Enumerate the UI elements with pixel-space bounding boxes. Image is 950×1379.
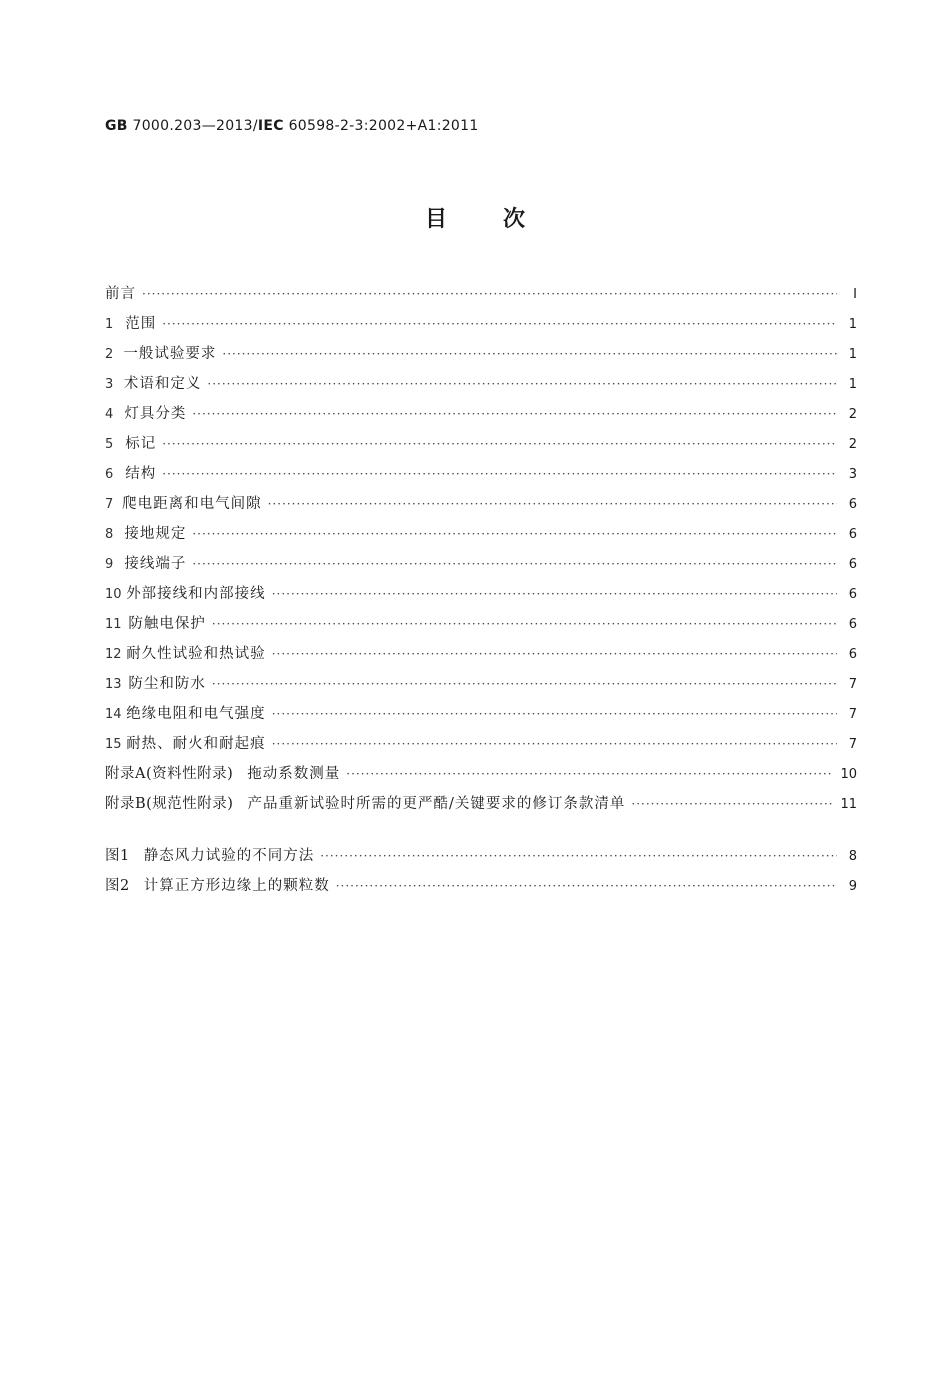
toc-entry-number: 4 <box>105 407 114 422</box>
toc-entry-page: 1 <box>848 347 857 362</box>
standard-code-main: 7000.203—2013/ <box>127 118 258 134</box>
toc-entry-clause[interactable] <box>105 612 857 642</box>
toc-entry-title: 计算正方形边缘上的颗粒数 <box>143 878 330 894</box>
toc-entry-clause[interactable] <box>105 492 857 522</box>
toc-entry-clause[interactable] <box>105 522 857 552</box>
toc-leader-dots <box>272 737 837 751</box>
toc-entry-clause[interactable] <box>105 672 857 702</box>
standard-code <box>105 118 479 134</box>
toc-entry-title: 耐久性试验和热试验 <box>126 646 266 662</box>
toc-figure-label: 图1 <box>105 848 130 864</box>
toc-annex-label: 附录B(规范性附录) <box>105 796 234 812</box>
toc-entry-title: 结构 <box>125 466 157 482</box>
toc-entry-title: 产品重新试验时所需的更严酷/关键要求的修订条款清单 <box>247 796 626 812</box>
toc-entry-clause[interactable] <box>105 372 857 402</box>
toc-annex-label: 附录A(资料性附录) <box>105 766 234 782</box>
toc-entry-page: 3 <box>848 467 857 482</box>
standard-code-iec: IEC <box>257 118 284 134</box>
toc-entry-clause[interactable] <box>105 312 857 342</box>
toc-figure-label: 图2 <box>105 878 130 894</box>
toc-entry-clause[interactable] <box>105 462 857 492</box>
toc-entry-number: 2 <box>105 347 114 362</box>
toc-entry-title: 防尘和防水 <box>128 676 206 692</box>
toc-entry-clause[interactable] <box>105 432 857 462</box>
toc-entry-title: 拖动系数测量 <box>247 766 341 782</box>
standard-code-rest: 60598-2-3:2002+A1:2011 <box>283 118 479 134</box>
table-of-contents <box>105 282 857 904</box>
toc-entry-title: 接地规定 <box>124 526 187 542</box>
toc-entry-page: 1 <box>848 317 857 332</box>
toc-entry-clause[interactable] <box>105 582 857 612</box>
toc-entry-clause[interactable] <box>105 642 857 672</box>
toc-entry-page: 8 <box>848 849 857 864</box>
page-title: 目次 <box>424 207 581 232</box>
toc-leader-dots <box>272 587 837 601</box>
toc-entry-page: 6 <box>848 617 857 632</box>
toc-leader-dots <box>192 407 837 421</box>
toc-entry-page: 6 <box>848 557 857 572</box>
toc-section-gap <box>105 822 857 844</box>
toc-entry-page: 6 <box>848 497 857 512</box>
toc-entry-page: 9 <box>848 879 857 894</box>
toc-entry-number: 7 <box>105 497 114 512</box>
toc-entry-clause[interactable] <box>105 342 857 372</box>
toc-entry-page: 7 <box>848 737 857 752</box>
toc-entry-number: 12 <box>105 647 122 662</box>
toc-entry-title: 灯具分类 <box>124 406 187 422</box>
toc-entry-number: 8 <box>105 527 114 542</box>
toc-entry-title: 前言 <box>105 286 136 302</box>
toc-leader-dots <box>212 617 837 631</box>
toc-entry-title: 范围 <box>125 316 157 332</box>
toc-leader-dots <box>212 677 837 691</box>
toc-entry-clause[interactable] <box>105 732 857 762</box>
toc-entry-number: 5 <box>105 437 114 452</box>
toc-leader-dots <box>192 557 837 571</box>
toc-leader-dots <box>631 797 833 811</box>
toc-leader-dots <box>222 347 837 361</box>
toc-entry-title: 标记 <box>125 436 157 452</box>
toc-entry-number: 15 <box>105 737 122 752</box>
toc-entry-page: 10 <box>840 767 857 782</box>
toc-entry-number: 3 <box>105 377 114 392</box>
toc-entry-title: 静态风力试验的不同方法 <box>143 848 315 864</box>
standard-code-gb: GB <box>105 118 128 134</box>
toc-leader-dots <box>336 879 837 893</box>
toc-entry-clause[interactable] <box>105 402 857 432</box>
toc-entry-page: 7 <box>848 707 857 722</box>
toc-entry-page: 6 <box>848 527 857 542</box>
toc-entry-page: 11 <box>840 797 857 812</box>
toc-entry-annex-a[interactable] <box>105 762 857 792</box>
toc-entry-title: 耐热、耐火和耐起痕 <box>126 736 266 752</box>
toc-entry-title: 术语和定义 <box>123 376 202 392</box>
toc-entry-page: 2 <box>848 407 857 422</box>
toc-entry-figure[interactable] <box>105 874 857 904</box>
toc-entry-page: 6 <box>848 587 857 602</box>
toc-leader-dots <box>272 707 837 721</box>
toc-entry-clause[interactable] <box>105 702 857 732</box>
toc-entry-title: 一般试验要求 <box>123 346 217 362</box>
toc-entry-number: 14 <box>105 707 122 722</box>
toc-entry-figure[interactable] <box>105 844 857 874</box>
toc-leader-dots <box>192 527 837 541</box>
toc-leader-dots <box>162 467 837 481</box>
toc-entry-page: 7 <box>848 677 857 692</box>
toc-entry-title: 接线端子 <box>124 556 187 572</box>
toc-entry-title: 防触电保护 <box>128 616 206 632</box>
toc-entry-number: 6 <box>105 467 114 482</box>
toc-leader-dots <box>142 287 837 301</box>
toc-entry-title: 绝缘电阻和电气强度 <box>126 706 266 722</box>
toc-leader-dots <box>320 849 837 863</box>
toc-entry-page: 6 <box>848 647 857 662</box>
toc-leader-dots <box>272 647 837 661</box>
toc-entry-clause[interactable] <box>105 552 857 582</box>
toc-entry-preface[interactable] <box>105 282 857 312</box>
toc-entry-page: 1 <box>848 377 857 392</box>
toc-entry-number: 13 <box>105 677 122 692</box>
toc-leader-dots <box>346 767 833 781</box>
toc-entry-page: 2 <box>848 437 857 452</box>
toc-leader-dots <box>162 317 837 331</box>
toc-entry-number: 11 <box>105 617 122 632</box>
toc-entry-number: 9 <box>105 557 114 572</box>
toc-leader-dots <box>207 377 837 391</box>
toc-leader-dots <box>162 437 837 451</box>
toc-entry-annex-b[interactable] <box>105 792 857 822</box>
toc-entry-title: 外部接线和内部接线 <box>126 586 266 602</box>
toc-entry-number: 10 <box>105 587 122 602</box>
toc-leader-dots <box>268 497 837 511</box>
toc-entry-number: 1 <box>105 317 114 332</box>
toc-entry-page: I <box>853 287 857 302</box>
toc-entry-title: 爬电距离和电气间隙 <box>122 496 262 512</box>
